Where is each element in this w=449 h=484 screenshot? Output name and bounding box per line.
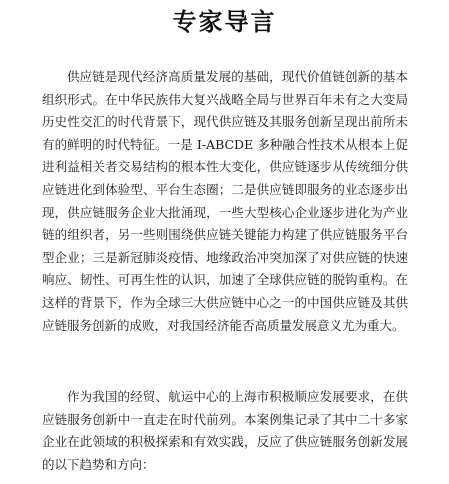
body-paragraph-1: 供应链是现代经济高质量发展的基础，现代价值链创新的基本组织形式。在中华民族伟大复兴战略全局与世界百年未有之大变局历史性交汇的时代背景下，现代供应链及其服务创新呈现出前所未有的鲜明的时代特征。一是 I-ABCDE 多种融合性技术从根本上促进利益相关者交易结构的根本性大变化，供应链逐步从传统细分供应链进化到体验型、平台生态圈；二是供应链即服务的业态逐步出现，供应链服务企业大批涌现，一些大型核心企业逐步进化为产业链的组织者，另一些则围绕供应链关键能力构建了供应链服务平台型企业；三是新冠肺炎疫情、地缘政治冲突加深了对供应链的快速响应、韧性、可再生性的认识，加速了全球供应链的脱钩重构。在这样的背景下，作为全球三大供应链中心之一的中国供应链及其供应链服务创新的成败，对我国经济能否高质量发展意义尤为重大。 [42, 69, 408, 333]
body-paragraph-2: 作为我国的经贸、航运中心的上海市积极顺应发展要求，在供应链服务创新中一直走在时代前列。本案例集记录了其中二十多家企业在此领域的积极探索和有效实践，反应了供应链服务创新发展的以下趋势和方向： [42, 389, 408, 472]
page-title: 专家导言 [172, 8, 277, 36]
